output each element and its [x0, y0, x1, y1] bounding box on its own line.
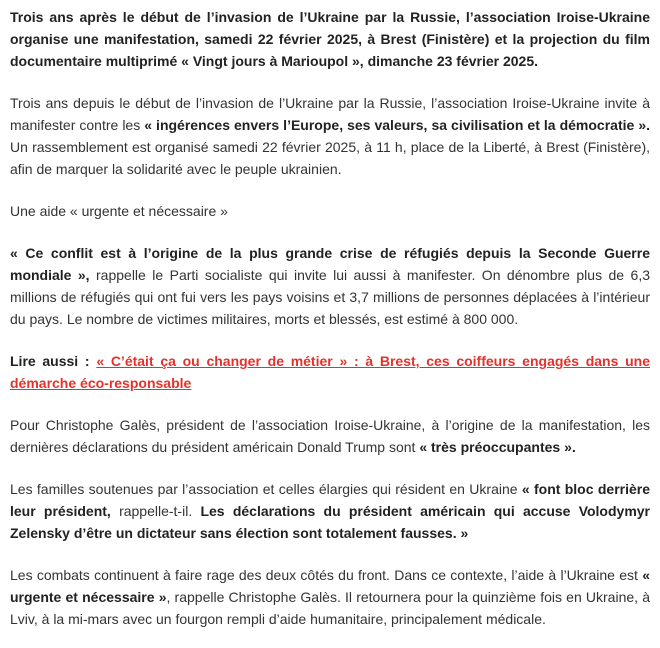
quote-emphasis: « très préoccupantes ».	[419, 439, 576, 455]
paragraph-text: Un rassemblement est organisé samedi 22 février 2025, à 11 h, place de la Liberté, à Brest (Finistère), afin de marquer la solidarité avec le peuple ukrainien.	[10, 139, 650, 177]
read-also-link[interactable]: « C’était ça ou changer de métier » : à Brest, ces coiffeurs engagés dans une démarche éco-responsable	[10, 353, 650, 391]
paragraph-text: Trois ans depuis le début de l’invasion de l’Ukraine par la Russie, l’association Iroise-Ukraine invite à manifester contre les	[10, 95, 650, 133]
paragraph-president-statement	[10, 414, 650, 458]
paragraph-text: rappelle le Parti socialiste qui invite lui aussi à manifester. On dénombre plus de 6,3 millions de réfugiés qui ont fui vers les pays voisins et 3,7 millions de personnes déplacées à l’intérieur du pays. Le nombre de victimes militaires, morts et blessés, est estimé à 800 000.	[10, 267, 650, 327]
quote-emphasis: « Ce conflit est à l’origine de la plus grande crise de réfugiés depuis la Seconde Guerre mondiale »,	[10, 245, 650, 283]
paragraph-text: Les familles soutenues par l’association et celles élargies qui résident en Ukraine	[10, 481, 522, 497]
paragraph-manifestation	[10, 92, 650, 180]
quote-emphasis: Les déclarations du président américain qui accuse Volodymyr Zelensky d’être un dictateur sans élection sont totalement fausses. »	[10, 503, 651, 541]
paragraph-text: , rappelle Christophe Galès. Il retournera pour la quinzième fois en Ukraine, à Lviv, à la mi-mars avec un fourgon rempli d’aide humanitaire, principalement médicale.	[10, 589, 650, 627]
paragraph-text: rappelle-t-il.	[110, 503, 201, 519]
quote-emphasis: « ingérences envers l’Europe, ses valeurs, sa civilisation et la démocratie ».	[144, 117, 650, 133]
quote-emphasis: « font bloc derrière leur président,	[10, 481, 650, 519]
read-also-label: Lire aussi :	[10, 353, 97, 369]
paragraph-families	[10, 478, 650, 544]
paragraph-humanitarian-aid	[10, 564, 650, 630]
paragraph-text: Les combats continuent à faire rage des deux côtés du front. Dans ce contexte, l’aide à l’Ukraine est	[10, 567, 643, 583]
paragraph-text: Pour Christophe Galès, président de l’association Iroise-Ukraine, à l’origine de la manifestation, les dernières déclarations du président américain Donald Trump sont	[10, 417, 650, 455]
subheading: Une aide « urgente et nécessaire »	[10, 203, 228, 219]
quote-emphasis: « urgente et nécessaire »	[10, 567, 650, 605]
read-also-block	[10, 350, 650, 394]
paragraph-refugees	[10, 242, 650, 330]
article-lede: Trois ans après le début de l’invasion de l’Ukraine par la Russie, l’association Iroise-Ukraine organise une manifestation, samedi 22 février 2025, à Brest (Finistère) et la projection du film documentaire multiprimé « Vingt jours à Marioupol », dimanche 23 février 2025.	[10, 9, 650, 69]
